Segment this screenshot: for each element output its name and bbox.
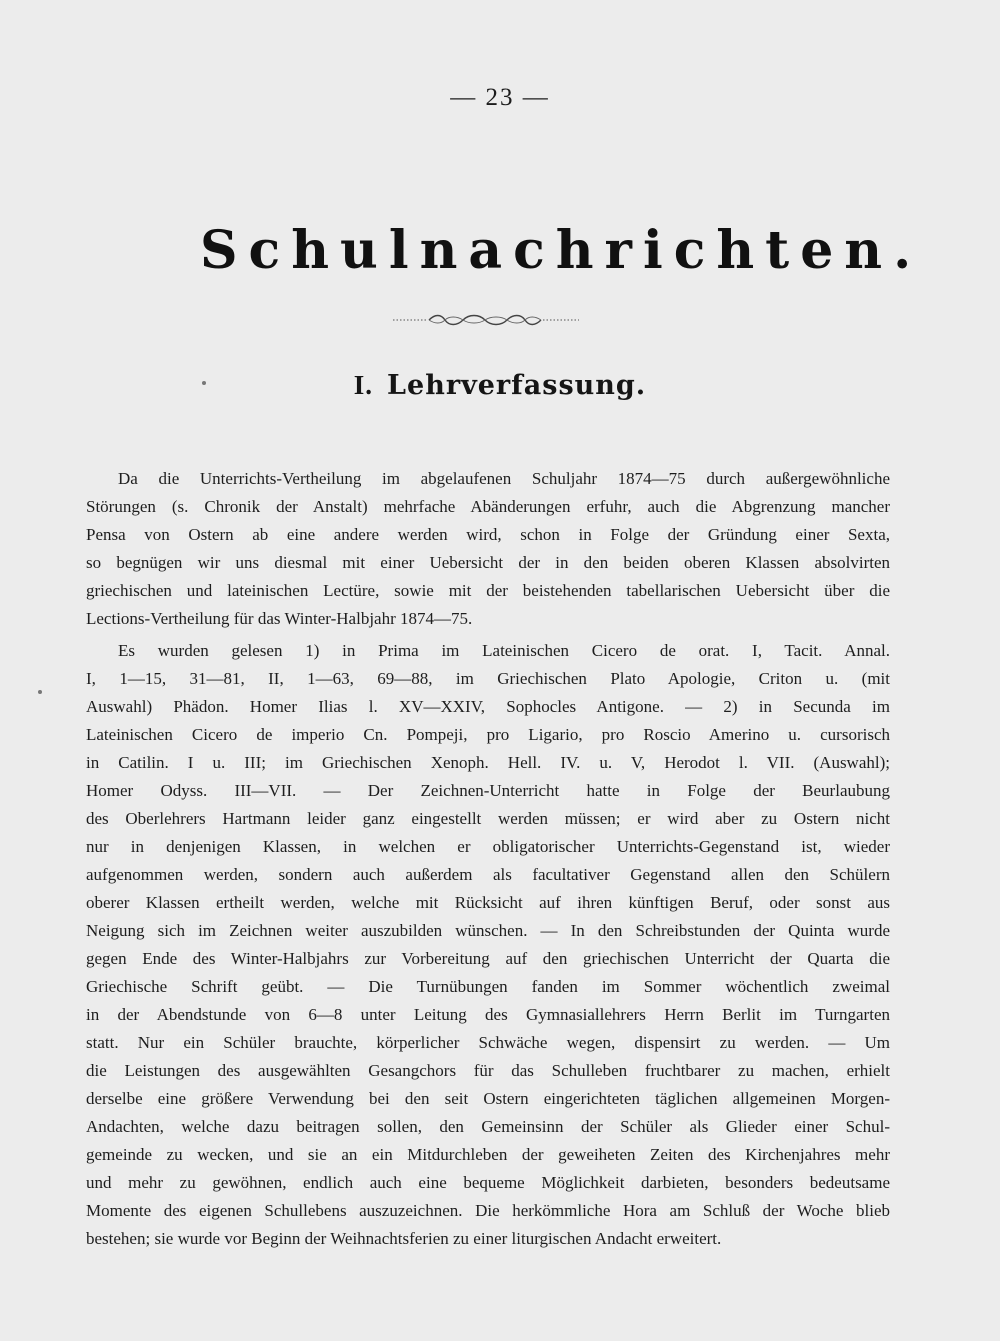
- text-line: gegen Ende des Winter-Halbjahrs zur Vorbereitung auf den griechischen Unterricht der Quarta die: [86, 949, 890, 968]
- text-line: griechischen und lateinischen Lectüre, sowie mit der beistehenden tabellarischen Uebersicht über die: [86, 581, 890, 600]
- text-line: Griechische Schrift geübt. — Die Turnübungen fanden im Sommer wöchentlich zweimal: [86, 977, 890, 996]
- text-line: oberer Klassen ertheilt werden, welche mit Rücksicht auf ihren künftigen Beruf, oder sonst aus: [86, 893, 890, 912]
- margin-mark: [202, 381, 206, 385]
- text-line: Homer Odyss. III—VII. — Der Zeichnen-Unterricht hatte in Folge der Beurlaubung: [86, 781, 890, 800]
- page-title: Schulnachrichten.: [200, 220, 923, 281]
- text-line: und mehr zu gewöhnen, endlich auch eine bequeme Möglichkeit darbieten, besonders bedeutsame: [86, 1173, 890, 1192]
- text-line: Neigung sich im Zeichnen weiter auszubilden wünschen. — In den Schreibstunden der Quinta wurde: [86, 921, 890, 940]
- text-line: Auswahl) Phädon. Homer Ilias l. XV—XXIV, Sophocles Antigone. — 2) in Secunda im: [86, 697, 890, 716]
- text-line: gemeinde zu wecken, und sie an ein Mitdurchleben der geweiheten Zeiten des Kirchenjahres mehr: [86, 1145, 890, 1164]
- text-line: Störungen (s. Chronik der Anstalt) mehrfache Abänderungen erfuhr, auch die Abgrenzung mancher: [86, 497, 890, 516]
- text-line: die Leistungen des ausgewählten Gesangchors für das Schulleben fruchtbarer zu machen, erhielt: [86, 1061, 890, 1080]
- text-line: Momente des eigenen Schullebens auszuzeichnen. Die herkömmliche Hora am Schluß der Woche blieb: [86, 1201, 890, 1220]
- text-line: Es wurden gelesen 1) in Prima im Lateinischen Cicero de orat. I, Tacit. Annal.: [118, 641, 890, 660]
- text-line: nur in denjenigen Klassen, in welchen er obligatorischer Unterrichts-Gegenstand ist, wieder: [86, 837, 890, 856]
- text-line: in der Abendstunde von 6—8 unter Leitung des Gymnasiallehrers Herrn Berlit im Turngarten: [86, 1005, 890, 1024]
- section-heading: [250, 370, 750, 401]
- text-line: aufgenommen werden, sondern auch außerdem als facultativer Gegenstand allen den Schülern: [86, 865, 890, 884]
- text-line: derselbe eine größere Verwendung bei den seit Ostern eingerichteten täglichen allgemeinen Morgen-: [86, 1089, 890, 1108]
- margin-mark: [38, 690, 42, 694]
- text-line: Andachten, welche dazu beitragen sollen, den Gemeinsinn der Schüler als Glieder einer Schul-: [86, 1117, 890, 1136]
- section-numeral: I.: [353, 370, 374, 400]
- text-line: Da die Unterrichts-Vertheilung im abgelaufenen Schuljahr 1874—75 durch außergewöhnliche: [118, 469, 890, 488]
- text-line: des Oberlehrers Hartmann leider ganz eingestellt werden müssen; er wird aber zu Ostern nicht: [86, 809, 890, 828]
- text-line: Lateinischen Cicero de imperio Cn. Pompeji, pro Ligario, pro Roscio Amerino u. cursorisch: [86, 725, 890, 744]
- page-number: — 23 —: [450, 84, 550, 111]
- text-line: so begnügen wir uns diesmal mit einer Uebersicht der in den beiden oberen Klassen absolvirten: [86, 553, 890, 572]
- text-line: I, 1—15, 31—81, II, 1—63, 69—88, im Griechischen Plato Apologie, Criton u. (mit: [86, 669, 890, 688]
- text-line: Lections-Vertheilung für das Winter-Halbjahr 1874—75.: [86, 609, 473, 628]
- text-line: bestehen; sie wurde vor Beginn der Weihnachtsferien zu einer liturgischen Andacht erweitert.: [86, 1229, 722, 1248]
- decorative-rule-icon: [385, 312, 585, 328]
- text-line: statt. Nur ein Schüler brauchte, körperlicher Schwäche wegen, dispensirt zu werden. — Um: [86, 1033, 890, 1052]
- section-title: Lehrverfassung.: [387, 370, 647, 401]
- text-line: Pensa von Ostern ab eine andere werden wird, schon in Folge der Gründung einer Sexta,: [86, 525, 890, 544]
- text-line: in Catilin. I u. III; im Griechischen Xenoph. Hell. IV. u. V, Herodot l. VII. (Auswahl);: [86, 753, 890, 772]
